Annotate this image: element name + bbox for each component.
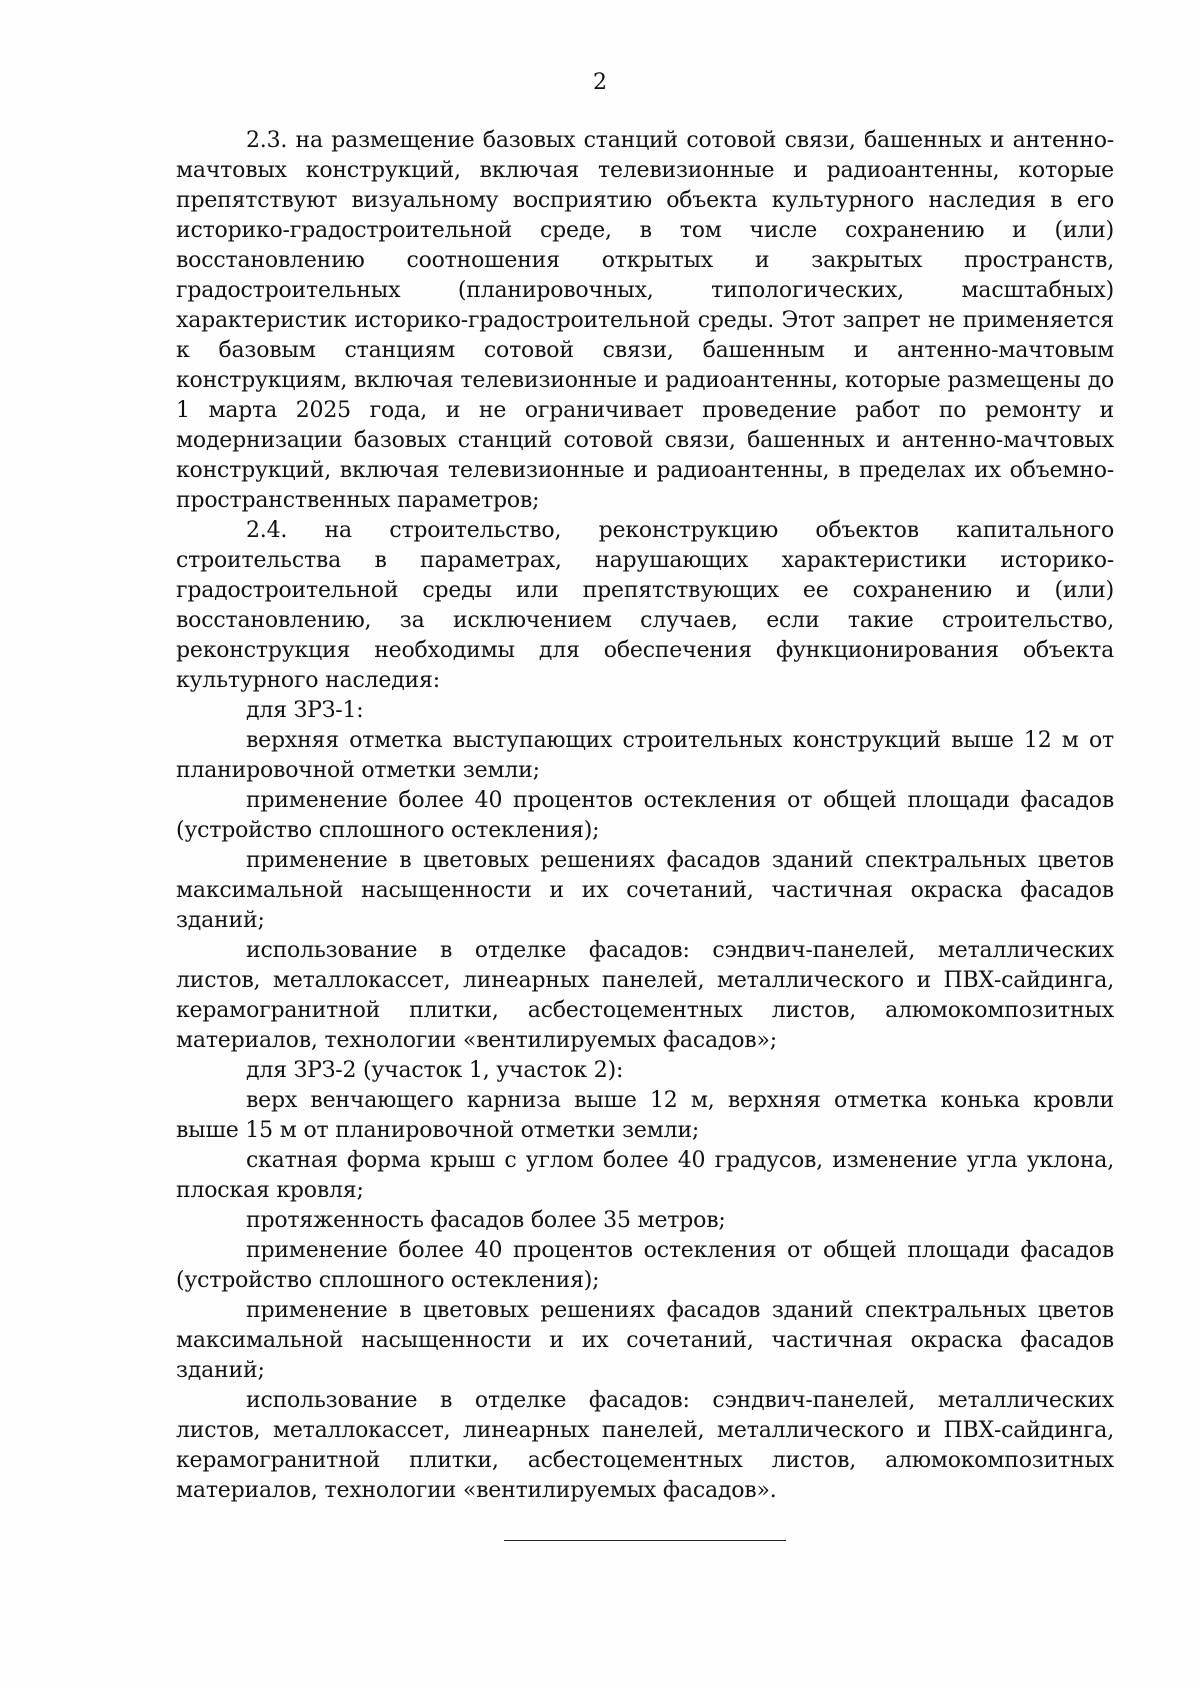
list-item: протяженность фасадов более 35 метров;: [246, 1208, 726, 1233]
list-item: использование в отделке фасадов: сэндвич-панелей, металлических листов, металлокассет, линеарных панелей, металлического и ПВХ-сайдинга, керамогранитной плитки, асбестоцементных листов, алюмокомпозитных материалов, технологии «вентилируемых фасадов».: [176, 1388, 1114, 1503]
list-item: применение в цветовых решениях фасадов зданий спектральных цветов максимальной насыщенности и их сочетаний, частичная окраска фасадов зданий;: [176, 1298, 1114, 1383]
list-item: верхняя отметка выступающих строительных конструкций выше 12 м от планировочной отметки земли;: [176, 728, 1114, 783]
zone-heading-zrz-1: для ЗРЗ-1:: [246, 698, 364, 723]
list-item: применение в цветовых решениях фасадов зданий спектральных цветов максимальной насыщенности и их сочетаний, частичная окраска фасадов зданий;: [176, 848, 1114, 933]
zone-heading-zrz-2: для ЗРЗ-2 (участок 1, участок 2):: [246, 1058, 624, 1083]
end-of-document-line: [504, 1540, 786, 1541]
list-item: использование в отделке фасадов: сэндвич-панелей, металлических листов, металлокассет, линеарных панелей, металлического и ПВХ-сайдинга, керамогранитной плитки, асбестоцементных листов, алюмокомпозитных материалов, технологии «вентилируемых фасадов»;: [176, 938, 1114, 1053]
paragraph-2-4: 2.4. на строительство, реконструкцию объектов капитального строительства в параметрах, нарушающих характеристики историко-градостроительной среды или препятствующих ее сохранению и (или) восстановлению, за исключением случаев, если такие строительство, реконструкция необходимы для обеспечения функционирования объекта культурного наследия:: [176, 518, 1114, 693]
list-item: скатная форма крыш с углом более 40 градусов, изменение угла уклона, плоская кровля;: [176, 1148, 1114, 1203]
list-item: применение более 40 процентов остекления от общей площади фасадов (устройство сплошного остекления);: [176, 788, 1114, 843]
list-item: применение более 40 процентов остекления от общей площади фасадов (устройство сплошного остекления);: [176, 1238, 1114, 1293]
page-number: 2: [593, 70, 607, 95]
paragraph-2-3: 2.3. на размещение базовых станций сотовой связи, башенных и антенно-мачтовых конструкций, включая телевизионные и радиоантенны, которые препятствуют визуальному восприятию объекта культурного наследия в его историко-градостроительной среде, в том числе сохранению и (или) восстановлению соотношения открытых и закрытых пространств, градостроительных (планировочных, типологических, масштабных) характеристик историко-градостроительной среды. Этот запрет не применяется к базовым станциям сотовой связи, башенным и антенно-мачтовым конструкциям, включая телевизионные и радиоантенны, которые размещены до 1 марта 2025 года, и не ограничивает проведение работ по ремонту и модернизации базовых станций сотовой связи, башенных и антенно-мачтовых конструкций, включая телевизионные и радиоантенны, в пределах их объемно-пространственных параметров;: [176, 128, 1114, 513]
list-item: верх венчающего карниза выше 12 м, верхняя отметка конька кровли выше 15 м от планировочной отметки земли;: [176, 1088, 1114, 1143]
document-body: [176, 126, 1114, 1506]
